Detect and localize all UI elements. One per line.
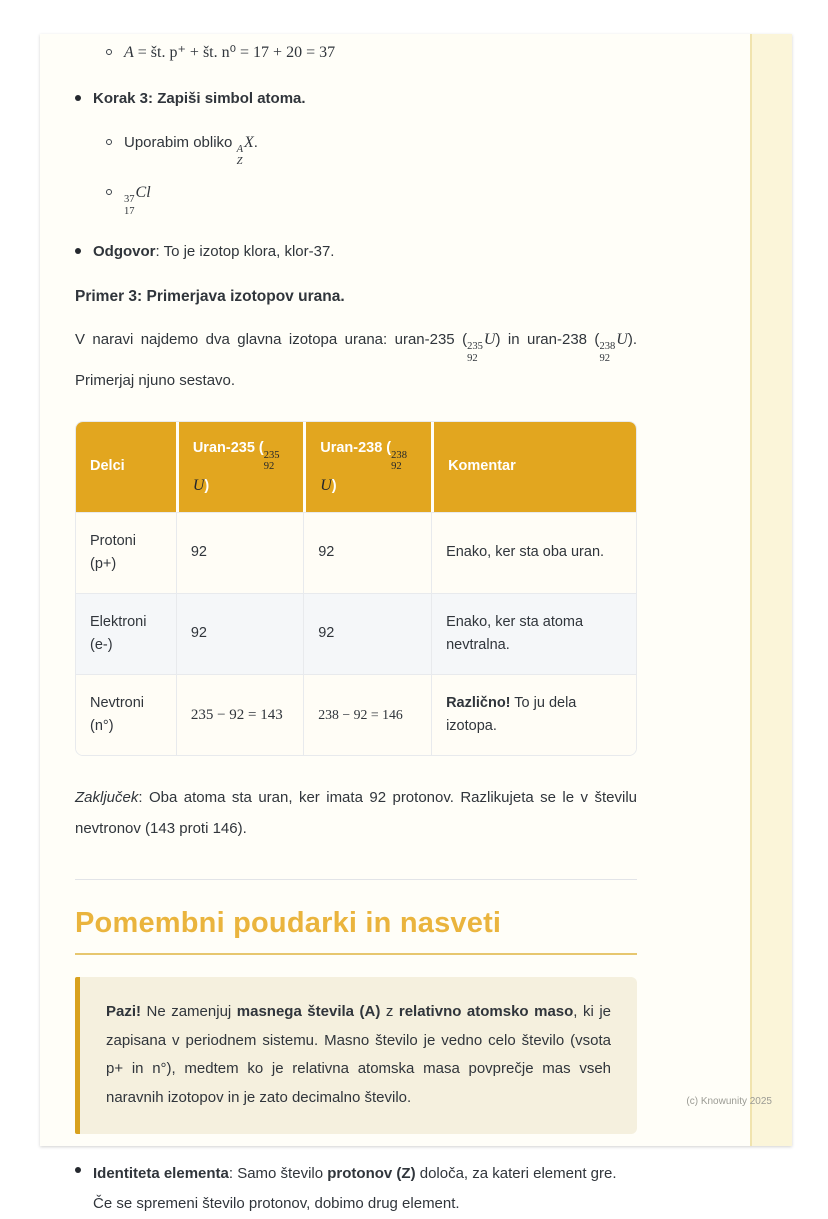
cell-delci: Elektroni (e-)	[76, 593, 176, 674]
korak3-label: Korak 3: Zapiši simbol atoma.	[93, 89, 306, 107]
identiteta-text: Identiteta elementa: Samo število protonov (Z) določa, za kateri element gre. Če se spremeni število protonov, dobimo drug element.	[93, 1165, 617, 1213]
header-delci: Delci	[76, 422, 176, 512]
cl37-symbol: 37 17 Cl	[124, 183, 151, 218]
odgovor-text: Odgovor: To je izotop klora, klor-37.	[93, 242, 335, 260]
callout-text: Pazi! Ne zamenjuj masnega števila (A) z relativno atomsko maso, ki je zapisana v periodnem sistemu. Masno število je vedno celo število (vsota p+ in n°), medtem ko je relativna atomska masa povprečje mas vseh naravnih izotopov in je zato decimalno število.	[106, 1002, 611, 1107]
cell-u235: 92	[176, 593, 303, 674]
section-heading: Pomembni poudarki in nasveti	[75, 907, 637, 955]
list-item-cl37	[75, 181, 637, 218]
azx-notation: A Z X	[236, 134, 254, 168]
table-row-elektroni	[76, 593, 636, 674]
cell-u238: 92	[303, 512, 431, 593]
math-scripts: 235 92	[263, 449, 280, 473]
cell-u235: 92	[176, 512, 303, 593]
u235-notation: 235 92 U	[467, 331, 496, 365]
disc-bullet-icon	[75, 248, 81, 254]
u238-notation: 238 92 U	[599, 331, 628, 365]
math-scripts: 235 92	[467, 341, 483, 365]
primer3-heading: Primer 3: Primerjava izotopov urana.	[75, 288, 345, 306]
list-item-mass-formula	[75, 41, 637, 66]
cell-komentar: Enako, ker sta oba uran.	[431, 512, 636, 593]
table-header-row	[76, 422, 636, 512]
isotope-comparison-table	[75, 421, 637, 756]
page-content	[75, 34, 637, 1219]
header-komentar: Komentar	[431, 422, 636, 512]
math-scripts: 238 92	[391, 449, 407, 473]
list-item-odgovor	[75, 240, 637, 263]
cell-u238: 238 − 92 = 146	[303, 674, 431, 755]
list-item-korak3	[75, 87, 637, 110]
disc-bullet-icon	[75, 95, 81, 101]
disc-bullet-icon	[75, 1167, 81, 1173]
cell-u235: 235 − 92 = 143	[176, 674, 303, 755]
u235-notation: 235 92 U	[192, 449, 280, 495]
mass-number-formula: A = št. p⁺ + št. n⁰ = 17 + 20 = 37	[124, 44, 336, 61]
uporabim-text: Uporabim obliko A Z X.	[124, 134, 258, 168]
math-scripts: 238 92	[599, 341, 616, 365]
primer3-paragraph: V naravi najdemo dva glavna izotopa urana: uran-235 ( 235 92 U) in uran-238 ( 238 92 U). Primerjaj njuno sestavo.	[75, 331, 637, 390]
u238-notation: 238 92 U	[320, 449, 407, 495]
table-row-protoni	[76, 512, 636, 593]
header-uran235: Uran-235 ( 235 92 U)	[176, 422, 303, 512]
warning-callout	[75, 977, 637, 1134]
circle-bullet-icon	[106, 189, 112, 195]
cell-delci: Nevtroni (n°)	[76, 674, 176, 755]
copyright-watermark: (c) Knowunity 2025	[686, 1096, 772, 1107]
circle-bullet-icon	[106, 139, 112, 145]
list-item-identiteta	[75, 1159, 637, 1219]
cell-delci: Protoni (p+)	[76, 512, 176, 593]
zakljucek-paragraph: Zaključek: Oba atoma sta uran, ker imata 92 protonov. Razlikujeta se le v številu nevtronov (143 proti 146).	[75, 788, 637, 838]
document-page	[40, 34, 792, 1213]
header-uran238: Uran-238 ( 238 92 U)	[303, 422, 431, 512]
cell-komentar: Različno! To ju dela izotopa.	[431, 674, 636, 755]
page-edge-strip	[750, 34, 792, 1146]
cell-komentar: Enako, ker sta atoma nevtralna.	[431, 593, 636, 674]
circle-bullet-icon	[106, 49, 112, 55]
math-scripts: 37 17	[124, 194, 135, 218]
list-item-uporabim	[75, 131, 637, 168]
section-divider	[75, 879, 637, 880]
math-scripts: A Z	[236, 144, 244, 168]
cell-u238: 92	[303, 593, 431, 674]
table-row-nevtroni	[76, 674, 636, 755]
